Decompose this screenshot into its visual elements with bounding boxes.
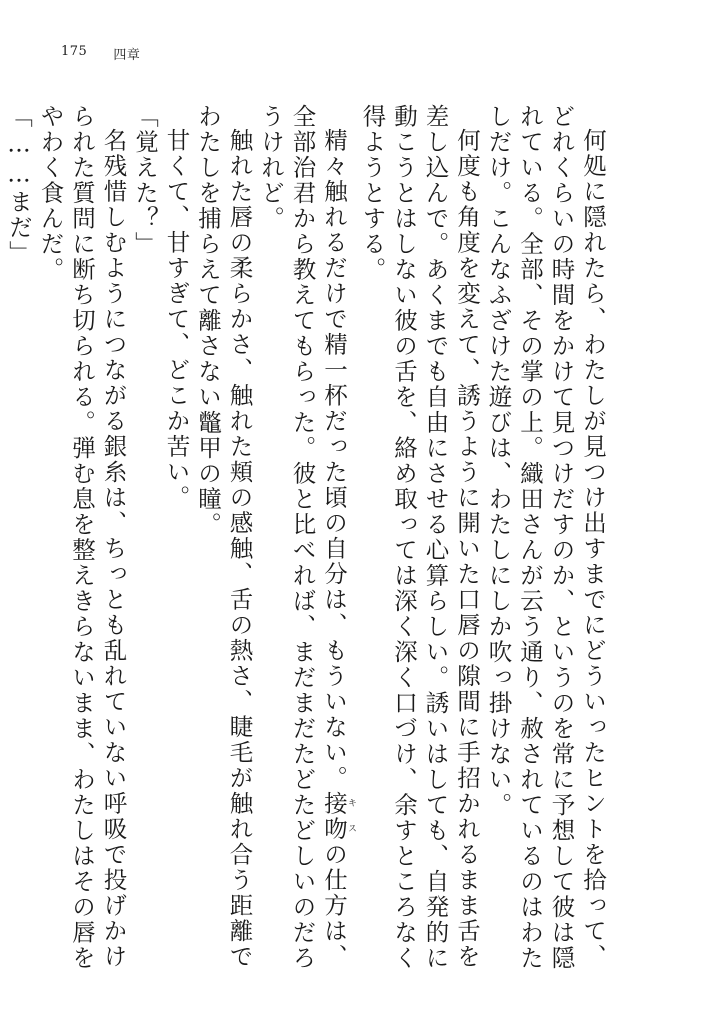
ruby-kiss — [320, 790, 356, 842]
paragraph-5: 甘くて、甘すぎて、どこか苦い。 — [162, 127, 191, 510]
paragraph-3 — [255, 104, 357, 984]
page-header — [61, 44, 140, 63]
paragraph-4: 触れた唇の柔らかさ、触れた頬の感触、舌の熱さ、睫毛が触れ合う距離でわたしを捕らえて離さない鼈甲の瞳。 — [194, 104, 254, 969]
paragraph-3-after: の仕方は、全部治君から教えてもらった。彼と比べれば、まだまだたどたどしいのだろうけれど。 — [257, 104, 348, 971]
dialogue-2: 「……まだ」 — [5, 104, 33, 266]
chapter-title: 四章 — [113, 48, 141, 63]
page-number: 175 — [61, 44, 88, 59]
main-text — [3, 104, 609, 984]
ruby-reading: キス — [346, 790, 356, 842]
ruby-base: 接吻 — [320, 790, 348, 842]
paragraph-3-before: 精々触れるだけで精一杯だった頃の自分は、もういない。 — [320, 127, 348, 791]
dialogue-1: 「覚えた？」 — [131, 104, 159, 257]
paragraph-2: 何度も角度を変えて、誘うように開いた口唇の隙間に手招かれるまま舌を差し込んで。あくまでも自由にさせる心算らしい。誘いはしても、自発的に動こうとはしない彼の舌を、絡め取っては深く深く口づけ、余すところなく得ようとする。 — [358, 104, 481, 971]
paragraph-6: 名残惜しむようにつながる銀糸は、ちっとも乱れていない呼吸で投げかけられた質問に断ち切られる。弾む息を整えきらないまま、わたしはその唇をやわく食んだ。 — [36, 104, 128, 971]
paragraph-1: 何処に隠れたら、わたしが見つけ出すまでにどういったヒントを拾って、どれくらいの時間をかけて見つけだすのか、というのを常に予想して彼は隠れている。全部、その掌の上。織田さんが云う通り、赦されているのはわたしだけ。こんなふざけた遊びは、わたしにしか吹っ掛けない。 — [484, 104, 607, 971]
